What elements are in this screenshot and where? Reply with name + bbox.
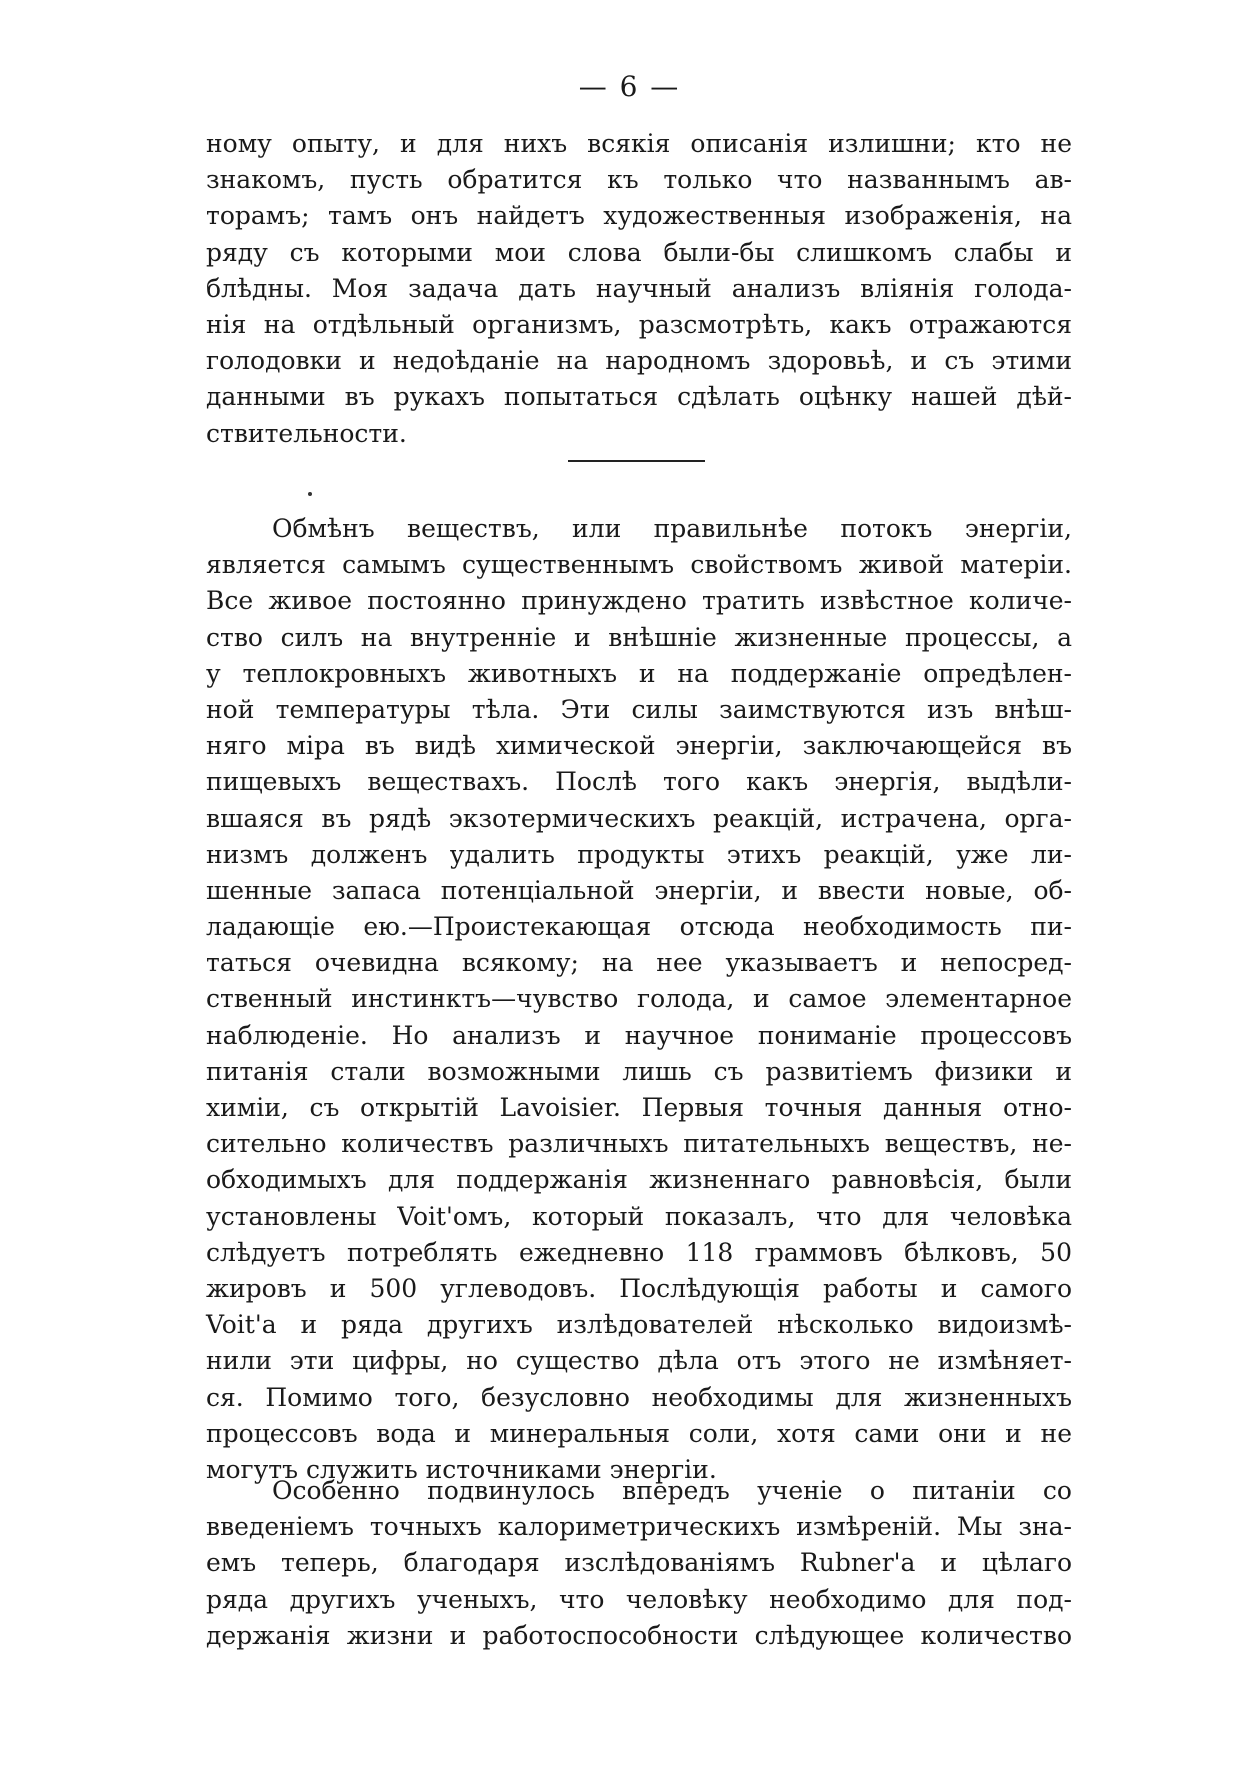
text-line: процессовъ вода и минеральныя соли, хотя сами они и не — [206, 1418, 1072, 1448]
text-line: Обмѣнъ веществъ, или правильнѣе потокъ энергіи, — [272, 514, 1072, 543]
text-line: ся. Помимо того, безусловно необходимы для жизненныхъ — [206, 1382, 1072, 1412]
text-line: ряда другихъ ученыхъ, что человѣку необходимо для под- — [206, 1584, 1072, 1614]
text-line: ной температуры тѣла. Эти силы заимствуются изъ внѣш- — [206, 694, 1072, 724]
text-line: Voit'а и ряда другихъ излѣдователей нѣсколько видоизмѣ- — [206, 1310, 1072, 1340]
text-line: питанія стали возможными лишь съ развитіемъ физики и — [206, 1056, 1072, 1086]
text-line: ство силъ на внутренніе и внѣшніе жизненные процессы, а — [206, 622, 1072, 652]
text-line: голодовки и недоѣданіе на народномъ здоровьѣ, и съ этими — [206, 346, 1072, 376]
text-line: пищевыхъ веществахъ. Послѣ того какъ энергія, выдѣли- — [206, 767, 1072, 797]
main-paragraph — [206, 511, 1072, 1488]
text-line: ствительности. — [206, 418, 407, 448]
text-line: нили эти цифры, но существо дѣла отъ этого не измѣняет- — [206, 1346, 1072, 1376]
text-line: у теплокровныхъ животныхъ и на поддержаніе опредѣлен- — [206, 658, 1072, 688]
text-line: введеніемъ точныхъ калориметрическихъ измѣреній. Мы зна- — [206, 1512, 1072, 1542]
text-line: наблюденіе. Но анализъ и научное пониманіе процессовъ — [206, 1020, 1072, 1050]
text-line: низмъ долженъ удалить продукты этихъ реакцій, уже ли- — [206, 839, 1072, 869]
text-line: ладающіе ею.—Проистекающая отсюда необходимость пи- — [206, 912, 1072, 942]
text-line: нія на отдѣльный организмъ, разсмотрѣть, какъ отражаются — [206, 309, 1072, 339]
text-line: торамъ; тамъ онъ найдетъ художественныя изображенія, на — [206, 201, 1072, 231]
text-line: сительно количествъ различныхъ питательныхъ веществъ, не- — [206, 1129, 1072, 1159]
text-line: няго міра въ видѣ химической энергіи, заключающейся въ — [206, 731, 1072, 761]
section-divider — [568, 460, 705, 462]
text-line: слѣдуетъ потреблять ежедневно 118 граммовъ бѣлковъ, 50 — [206, 1237, 1072, 1267]
text-line: Особенно подвинулось впередъ ученіе о питаніи со — [272, 1476, 1072, 1505]
text-line: жировъ и 500 углеводовъ. Послѣдующія работы и самого — [206, 1273, 1072, 1303]
text-line: обходимыхъ для поддержанія жизненнаго равновѣсія, были — [206, 1165, 1072, 1195]
text-line: блѣдны. Моя задача дать научный анализъ вліянія голода- — [206, 273, 1072, 303]
text-line: данными въ рукахъ попытаться сдѣлать оцѣнку нашей дѣй- — [206, 382, 1072, 412]
page-number: — 6 — — [578, 70, 681, 103]
text-line: таться очевидна всякому; на нее указываетъ и непосред- — [206, 948, 1072, 978]
text-line: ственный инстинктъ—чувство голода, и самое элементарное — [206, 984, 1072, 1014]
text-line: могутъ служить источниками энергіи. — [206, 1454, 717, 1484]
text-line: емъ теперь, благодаря изслѣдованіямъ Rubner'а и цѣлаго — [206, 1548, 1072, 1578]
top-paragraph — [206, 126, 1072, 452]
text-line: является самымъ существеннымъ свойствомъ живой матеріи. — [206, 550, 1072, 580]
text-line: держанія жизни и работоспособности слѣдующее количество — [206, 1620, 1072, 1650]
text-line: ному опыту, и для нихъ всякія описанія излишни; кто не — [206, 129, 1072, 158]
text-line: Все живое постоянно принуждено тратить извѣстное количе- — [206, 586, 1072, 616]
print-speck — [308, 492, 312, 496]
text-line: установлены Voit'омъ, который показалъ, что для человѣка — [206, 1201, 1072, 1231]
text-line: ряду съ которыми мои слова были-бы слишкомъ слабы и — [206, 237, 1072, 267]
text-line: вшаяся въ рядѣ экзотермическихъ реакцій, истрачена, орга- — [206, 803, 1072, 833]
text-line: химіи, съ открытій Lavoisier. Первыя точныя данныя отно- — [206, 1093, 1072, 1122]
text-line: знакомъ, пусть обратится къ только что названнымъ ав- — [206, 165, 1072, 195]
second-paragraph — [206, 1473, 1072, 1654]
text-line: шенные запаса потенціальной энергіи, и ввести новые, об- — [206, 875, 1072, 905]
